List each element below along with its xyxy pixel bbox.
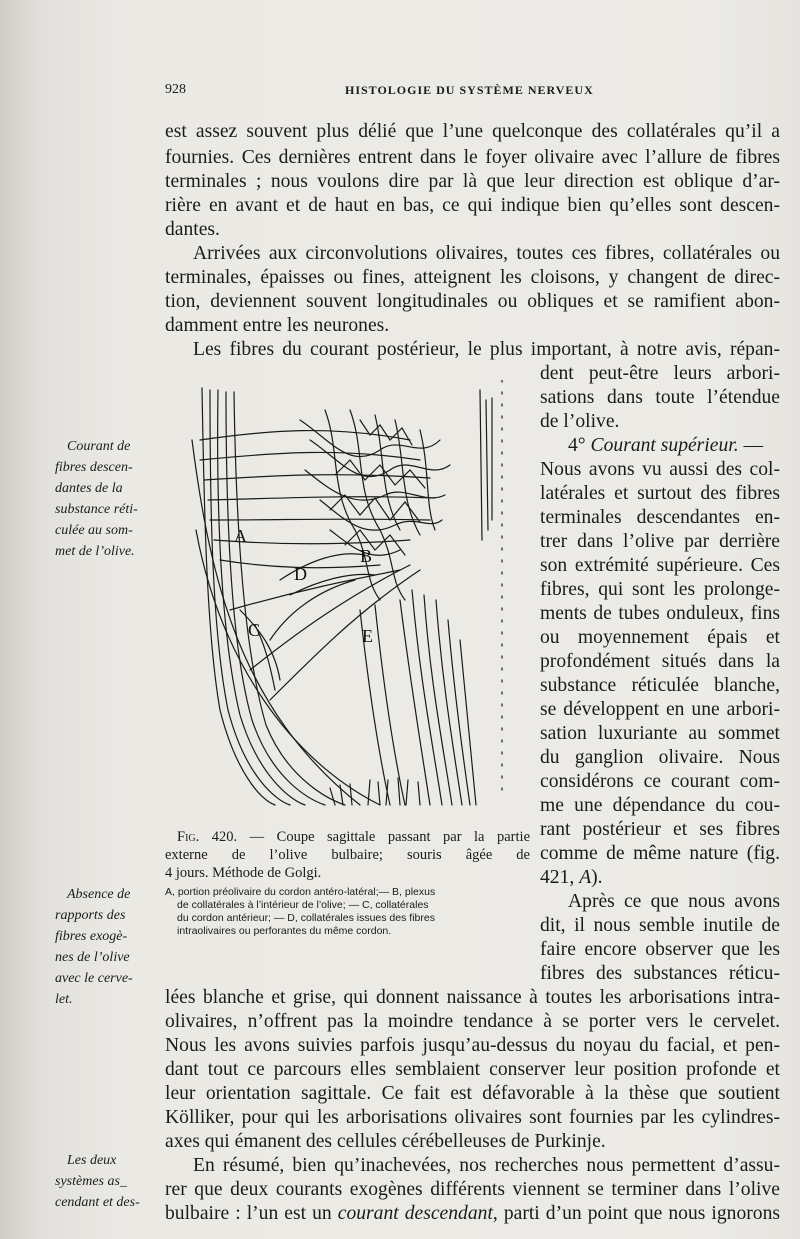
final-line-start: bulbaire : l’un est un bbox=[165, 1203, 338, 1224]
text-line: terminales ; nous voulons dire par là que leur direction est oblique d’ar- bbox=[165, 171, 780, 192]
text-line: tion, deviennent souvent longitudinales ou obliques et se ramifient abon- bbox=[165, 291, 780, 312]
text-line: sation luxuriante au sommet bbox=[540, 723, 780, 744]
page-header bbox=[165, 82, 785, 104]
figure-label-a: A bbox=[234, 526, 247, 546]
caption-line bbox=[165, 828, 530, 846]
margin-note-line: dantes de la bbox=[55, 481, 123, 496]
text-line: du ganglion olivaire. Nous bbox=[540, 747, 780, 768]
text-line: rer que deux courants exogènes différents viennent se terminer dans l’olive bbox=[165, 1179, 780, 1200]
margin-note-line: cendant et des- bbox=[55, 1195, 140, 1210]
margin-note-line: Absence de bbox=[67, 887, 131, 902]
fig-ref-suffix: ). bbox=[591, 867, 603, 888]
text-line: me une dépendance du cou- bbox=[540, 795, 780, 816]
text-line: Les fibres du courant postérieur, le plus important, à notre avis, répan- bbox=[193, 339, 780, 360]
margin-note-line: nes de l’olive bbox=[55, 950, 130, 965]
text-line: fibres des substances réticu- bbox=[540, 963, 780, 984]
text-line: de l’olive. bbox=[540, 411, 620, 432]
margin-note-line: fibres descen- bbox=[55, 460, 133, 475]
text-line: axes qui émanent des cellules cérébelleuses de Purkinje. bbox=[165, 1131, 606, 1152]
legend-line: de collatérales à l’intérieur de l’olive; — C, collatérales bbox=[177, 899, 429, 911]
margin-note-line: avec le cerve- bbox=[55, 971, 133, 986]
margin-note-line: met de l’olive. bbox=[55, 544, 135, 559]
page-number: 928 bbox=[165, 82, 186, 97]
caption-line: 4 jours. Méthode de Golgi. bbox=[165, 865, 322, 881]
caption-figure-label: Fig. 420. bbox=[177, 829, 238, 845]
section-title: Courant supérieur. bbox=[590, 435, 739, 456]
margin-note-two-systems bbox=[55, 1150, 150, 1213]
figure-legend bbox=[165, 886, 530, 938]
legend-line: A, portion préolivaire du cordon antéro-latéral;— B, plexus bbox=[165, 886, 436, 898]
text-line: En résumé, bien qu’inachevées, nos recherches nous permettent d’assu- bbox=[193, 1155, 780, 1176]
fig-ref-letter: A bbox=[579, 867, 592, 888]
section-dash: — bbox=[743, 435, 764, 456]
margin-note-line: Les deux bbox=[67, 1153, 117, 1168]
margin-note-absence-cerebellum bbox=[55, 884, 150, 1010]
text-line: lées blanche et grise, qui donnent naissance à toutes les arborisations intra- bbox=[165, 987, 780, 1008]
text-line: Nous avons vu aussi des col- bbox=[540, 459, 780, 480]
text-line: Nous les avons suivies parfois jusqu’au-dessus du noyau du facial, et pen- bbox=[165, 1035, 780, 1056]
figure-420-illustration bbox=[180, 380, 520, 820]
text-line: terminales, épaisses ou fines, atteignent les cloisons, y changent de direc- bbox=[165, 267, 780, 288]
text-line: Kölliker, pour qui les arborisations olivaires sont fournies par les cylindres- bbox=[165, 1107, 780, 1128]
figure-label-d: D bbox=[294, 564, 307, 584]
text-line: est assez souvent plus délié que l’une quelconque des collatérales qu’il a bbox=[165, 121, 780, 142]
text-line: dantes. bbox=[165, 219, 220, 240]
text-line: ou moyennement épais et bbox=[540, 627, 780, 648]
text-line: terminales descendantes en- bbox=[540, 507, 780, 528]
figure-label-e: E bbox=[362, 626, 373, 646]
figure-label-c: C bbox=[248, 620, 261, 640]
text-line: faire encore observer que les bbox=[540, 939, 780, 960]
margin-note-descending-fibres bbox=[55, 436, 150, 562]
text-line: fournies. Ces dernières entrent dans le foyer olivaire avec l’allure de fibres bbox=[165, 147, 780, 168]
section-number: 4° bbox=[568, 435, 586, 456]
margin-note-line: culée au som- bbox=[55, 523, 133, 538]
text-line: profondément situés dans la bbox=[540, 651, 780, 672]
final-line-emphasis: courant descendant bbox=[337, 1203, 493, 1224]
text-line: dant tout ce parcours elles semblaient conserver leur position profonde et bbox=[165, 1059, 780, 1080]
caption-line: externe de l’olive bulbaire; souris âgée de bbox=[165, 847, 530, 863]
margin-note-line: substance réti- bbox=[55, 502, 138, 517]
text-line: dent peut-être leurs arbori- bbox=[540, 363, 780, 384]
text-line: son extrémité supérieure. Ces bbox=[540, 555, 780, 576]
text-line: se développent en une arbori- bbox=[540, 699, 780, 720]
text-line: comme de même nature (fig. bbox=[540, 843, 780, 864]
legend-line: du cordon antérieur; — D, collatérales issues des fibres bbox=[177, 912, 435, 924]
final-line-end: , parti d’un point que nous ignorons bbox=[492, 1203, 780, 1224]
text-line: Arrivées aux circonvolutions olivaires, toutes ces fibres, collatérales ou bbox=[193, 243, 780, 264]
text-line: olivaires, n’offrent pas la moindre tendance à se porter vers le cervelet. bbox=[165, 1011, 780, 1032]
margin-note-line: Courant de bbox=[67, 439, 131, 454]
olive-section-drawing bbox=[180, 380, 520, 820]
section-heading bbox=[568, 435, 780, 457]
margin-note-line: fibres exogè- bbox=[55, 929, 128, 944]
text-line: considérons ce courant com- bbox=[540, 771, 780, 792]
final-line bbox=[165, 1203, 780, 1225]
legend-line: intraolivaires ou perforantes du même cordon. bbox=[177, 925, 392, 937]
text-line: ments de tubes onduleux, fins bbox=[540, 603, 780, 624]
margin-note-line: let. bbox=[55, 992, 73, 1007]
caption-text: — Coupe sagittale passant par la partie bbox=[249, 829, 531, 845]
text-line: leur orientation sagittale. Ce fait est défavorable à la thèse que soutient bbox=[165, 1083, 780, 1104]
figure-reference-line bbox=[540, 867, 780, 889]
text-line: fibres, qui sont les prolonge- bbox=[540, 579, 780, 600]
margin-note-line: rapports des bbox=[55, 908, 126, 923]
fig-ref-prefix: 421, bbox=[540, 867, 580, 888]
running-title: HISTOLOGIE DU SYSTÈME NERVEUX bbox=[345, 83, 594, 97]
margin-note-line: systèmes as_ bbox=[55, 1174, 127, 1189]
text-line: sations dans toute l’étendue bbox=[540, 387, 780, 408]
text-line: dit, il nous semble inutile de bbox=[540, 915, 780, 936]
text-line: latérales et surtout des fibres bbox=[540, 483, 780, 504]
text-line: damment entre les neurones. bbox=[165, 315, 390, 336]
text-line: rant postérieur et ses fibres bbox=[540, 819, 780, 840]
figure-caption bbox=[165, 828, 530, 882]
text-line: substance réticulée blanche, bbox=[540, 675, 780, 696]
text-line: trer dans l’olive par derrière bbox=[540, 531, 780, 552]
text-line: Après ce que nous avons bbox=[568, 891, 780, 912]
text-line: rière en avant et de haut en bas, ce qui indique bien qu’elles sont descen- bbox=[165, 195, 780, 216]
figure-label-b: B bbox=[360, 546, 373, 566]
